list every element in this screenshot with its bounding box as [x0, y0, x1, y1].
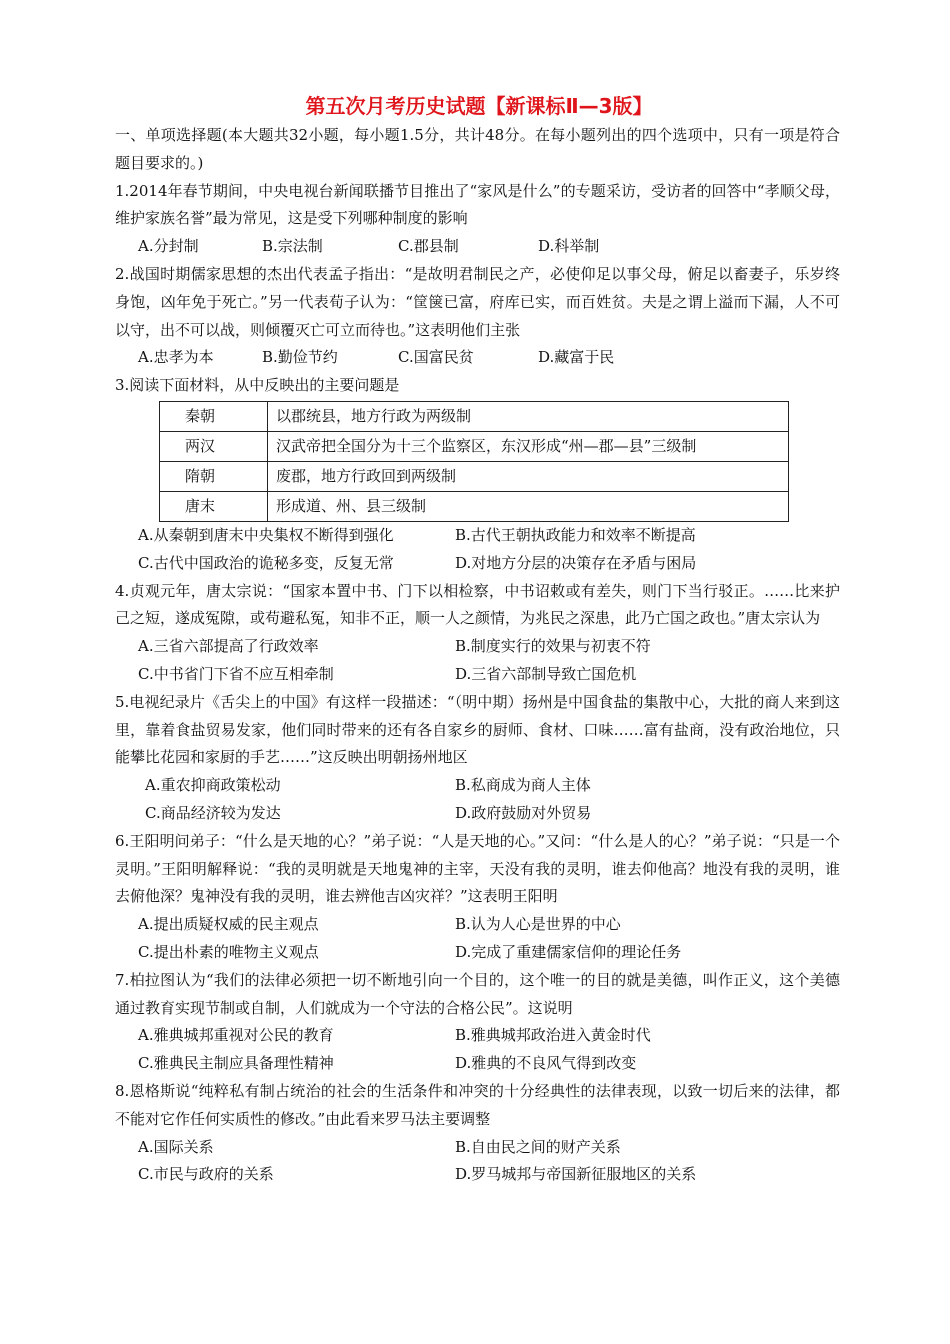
option-d: D.政府鼓励对外贸易: [455, 803, 592, 822]
option-a: A.三省六部提高了行政效率: [138, 637, 319, 656]
option-d: D.科举制: [538, 237, 600, 256]
option-a: A.雅典城邦重视对公民的教育: [138, 1026, 334, 1045]
option-c: C.市民与政府的关系: [138, 1165, 274, 1184]
option-d: D.对地方分层的决策存在矛盾与困局: [455, 553, 697, 572]
option-b: B.认为人心是世界的中心: [455, 915, 621, 934]
section-header: 一、单项选择题(本大题共32小题，每小题1.5分，共计48分。在每小题列出的四个选项中，只有一项是符合题目要求的。): [115, 126, 840, 172]
question-stem: 5.电视纪录片《舌尖上的中国》有这样一段描述：“（明中期）扬州是中国食盐的集散中心，大批的商人来到这里，靠着食盐贸易发家，他们同时带来的还有各自家乡的厨师、食材、口味……富有盐商，没有政治地位，只能攀比花园和家厨的手艺……”这反映出明朝扬州地区: [115, 692, 840, 767]
table-row: [160, 491, 789, 521]
table-cell-desc: 汉武帝把全国分为十三个监察区，东汉形成“州—郡—县”三级制: [268, 431, 789, 461]
question-1: [115, 178, 840, 261]
table-row: [160, 461, 789, 491]
option-d: D.藏富于民: [538, 348, 615, 367]
option-a: A.忠孝为本: [138, 348, 214, 367]
option-row: [115, 633, 840, 661]
option-row: [115, 800, 840, 828]
question-stem: 6.王阳明问弟子：“什么是天地的心？”弟子说：“人是天地的心。”又问：“什么是人的心？”弟子说：“只是一个灵明。”王阳明解释说：“我的灵明就是天地鬼神的主宰，天没有我的灵明，谁去仰他高？地没有我的灵明，谁去俯他深？鬼神没有我的灵明，谁去辨他吉凶灾祥？”这表明王阳明: [115, 831, 840, 906]
option-b: B.雅典城邦政治进入黄金时代: [455, 1026, 651, 1045]
table-cell-desc: 形成道、州、县三级制: [268, 491, 789, 521]
option-row: [115, 772, 840, 800]
table-cell-era: 隋朝: [160, 461, 268, 491]
option-a: A.国际关系: [138, 1137, 214, 1156]
option-row: [115, 344, 840, 372]
exam-content: [115, 122, 840, 1189]
table-cell-era: 秦朝: [160, 401, 268, 431]
table-cell-era: 两汉: [160, 431, 268, 461]
table-row: [160, 401, 789, 431]
question-stem: 8.恩格斯说“纯粹私有制占统治的社会的生活条件和冲突的十分经典性的法律表现，以致一切后来的法律，都不能对它作任何实质性的修改。”由此看来罗马法主要调整: [115, 1081, 840, 1128]
question-2: [115, 261, 840, 372]
table-cell-desc: 以郡统县，地方行政为两级制: [268, 401, 789, 431]
question-8: [115, 1078, 840, 1189]
option-a: A.重农抑商政策松动: [145, 776, 281, 795]
option-a: A.分封制: [138, 237, 199, 256]
option-c: C.国富民贫: [398, 348, 474, 367]
question-6: [115, 828, 840, 967]
option-b: B.自由民之间的财产关系: [455, 1137, 621, 1156]
option-c: C.古代中国政治的诡秘多变，反复无常: [138, 553, 394, 572]
question-stem: 1.2014年春节期间，中央电视台新闻联播节目推出了“家风是什么”的专题采访，受访者的回答中“孝顺父母，维护家族名誉”最为常见，这是受下列哪种制度的影响: [115, 181, 840, 228]
option-b: B.私商成为商人主体: [455, 776, 591, 795]
question-7: [115, 967, 840, 1078]
option-a: A.提出质疑权威的民主观点: [138, 915, 319, 934]
table-cell-desc: 废郡，地方行政回到两级制: [268, 461, 789, 491]
question-3: [115, 372, 840, 577]
option-row: [115, 661, 840, 689]
option-b: B.勤俭节约: [262, 348, 338, 367]
option-row: [115, 1134, 840, 1162]
option-c: C.商品经济较为发达: [145, 803, 281, 822]
question-stem: 3.阅读下面材料，从中反映出的主要问题是: [115, 376, 400, 395]
option-row: [115, 911, 840, 939]
option-row: [115, 1022, 840, 1050]
question-4: [115, 578, 840, 689]
option-a: A.从秦朝到唐末中央集权不断得到强化: [138, 525, 394, 544]
option-c: C.郡县制: [398, 237, 459, 256]
option-row: [115, 1050, 840, 1078]
question-5: [115, 689, 840, 828]
option-d: D.三省六部制导致亡国危机: [455, 664, 637, 683]
option-row: [115, 233, 840, 261]
option-row: [115, 1161, 840, 1189]
option-d: D.完成了重建儒家信仰的理论任务: [455, 942, 682, 961]
option-row: [115, 522, 840, 550]
question-stem: 4.贞观元年，唐太宗说：“国家本置中书、门下以相检察，中书诏敕或有差失，则门下当行驳正。……比来护己之短，遂成冤隙，或苟避私冤，知非不正，顺一人之颜情，为兆民之深患，此乃亡国之政也。”唐太宗认为: [115, 581, 840, 628]
question-stem: 2.战国时期儒家思想的杰出代表孟子指出：“是故明君制民之产，必使仰足以事父母，俯足以畜妻子，乐岁终身饱，凶年免于死亡。”另一代表荀子认为：“筐箧已富，府库已实，而百姓贫。夫是之谓上溢而下漏，人不可以守，出不可以战，则倾覆灭亡可立而待也。”这表明他们主张: [115, 264, 840, 339]
option-b: B.古代王朝执政能力和效率不断提高: [455, 525, 696, 544]
option-c: C.中书省门下省不应互相牵制: [138, 664, 334, 683]
option-b: B.宗法制: [262, 237, 323, 256]
option-b: B.制度实行的效果与初衷不符: [455, 637, 651, 656]
option-c: C.提出朴素的唯物主义观点: [138, 942, 319, 961]
option-row: [115, 550, 840, 578]
page-title: 第五次月考历史试题【新课标Ⅱ—3版】: [305, 94, 653, 118]
option-d: D.雅典的不良风气得到改变: [455, 1054, 637, 1073]
table-cell-era: 唐末: [160, 491, 268, 521]
option-d: D.罗马城邦与帝国新征服地区的关系: [455, 1165, 697, 1184]
material-table: [159, 401, 789, 522]
option-c: C.雅典民主制应具备理性精神: [138, 1054, 334, 1073]
question-stem: 7.柏拉图认为“我们的法律必须把一切不断地引向一个目的，这个唯一的目的就是美德，叫作正义，这个美德通过教育实现节制或自制，人们就成为一个守法的合格公民”。这说明: [115, 970, 840, 1017]
table-row: [160, 431, 789, 461]
option-row: [115, 939, 840, 967]
